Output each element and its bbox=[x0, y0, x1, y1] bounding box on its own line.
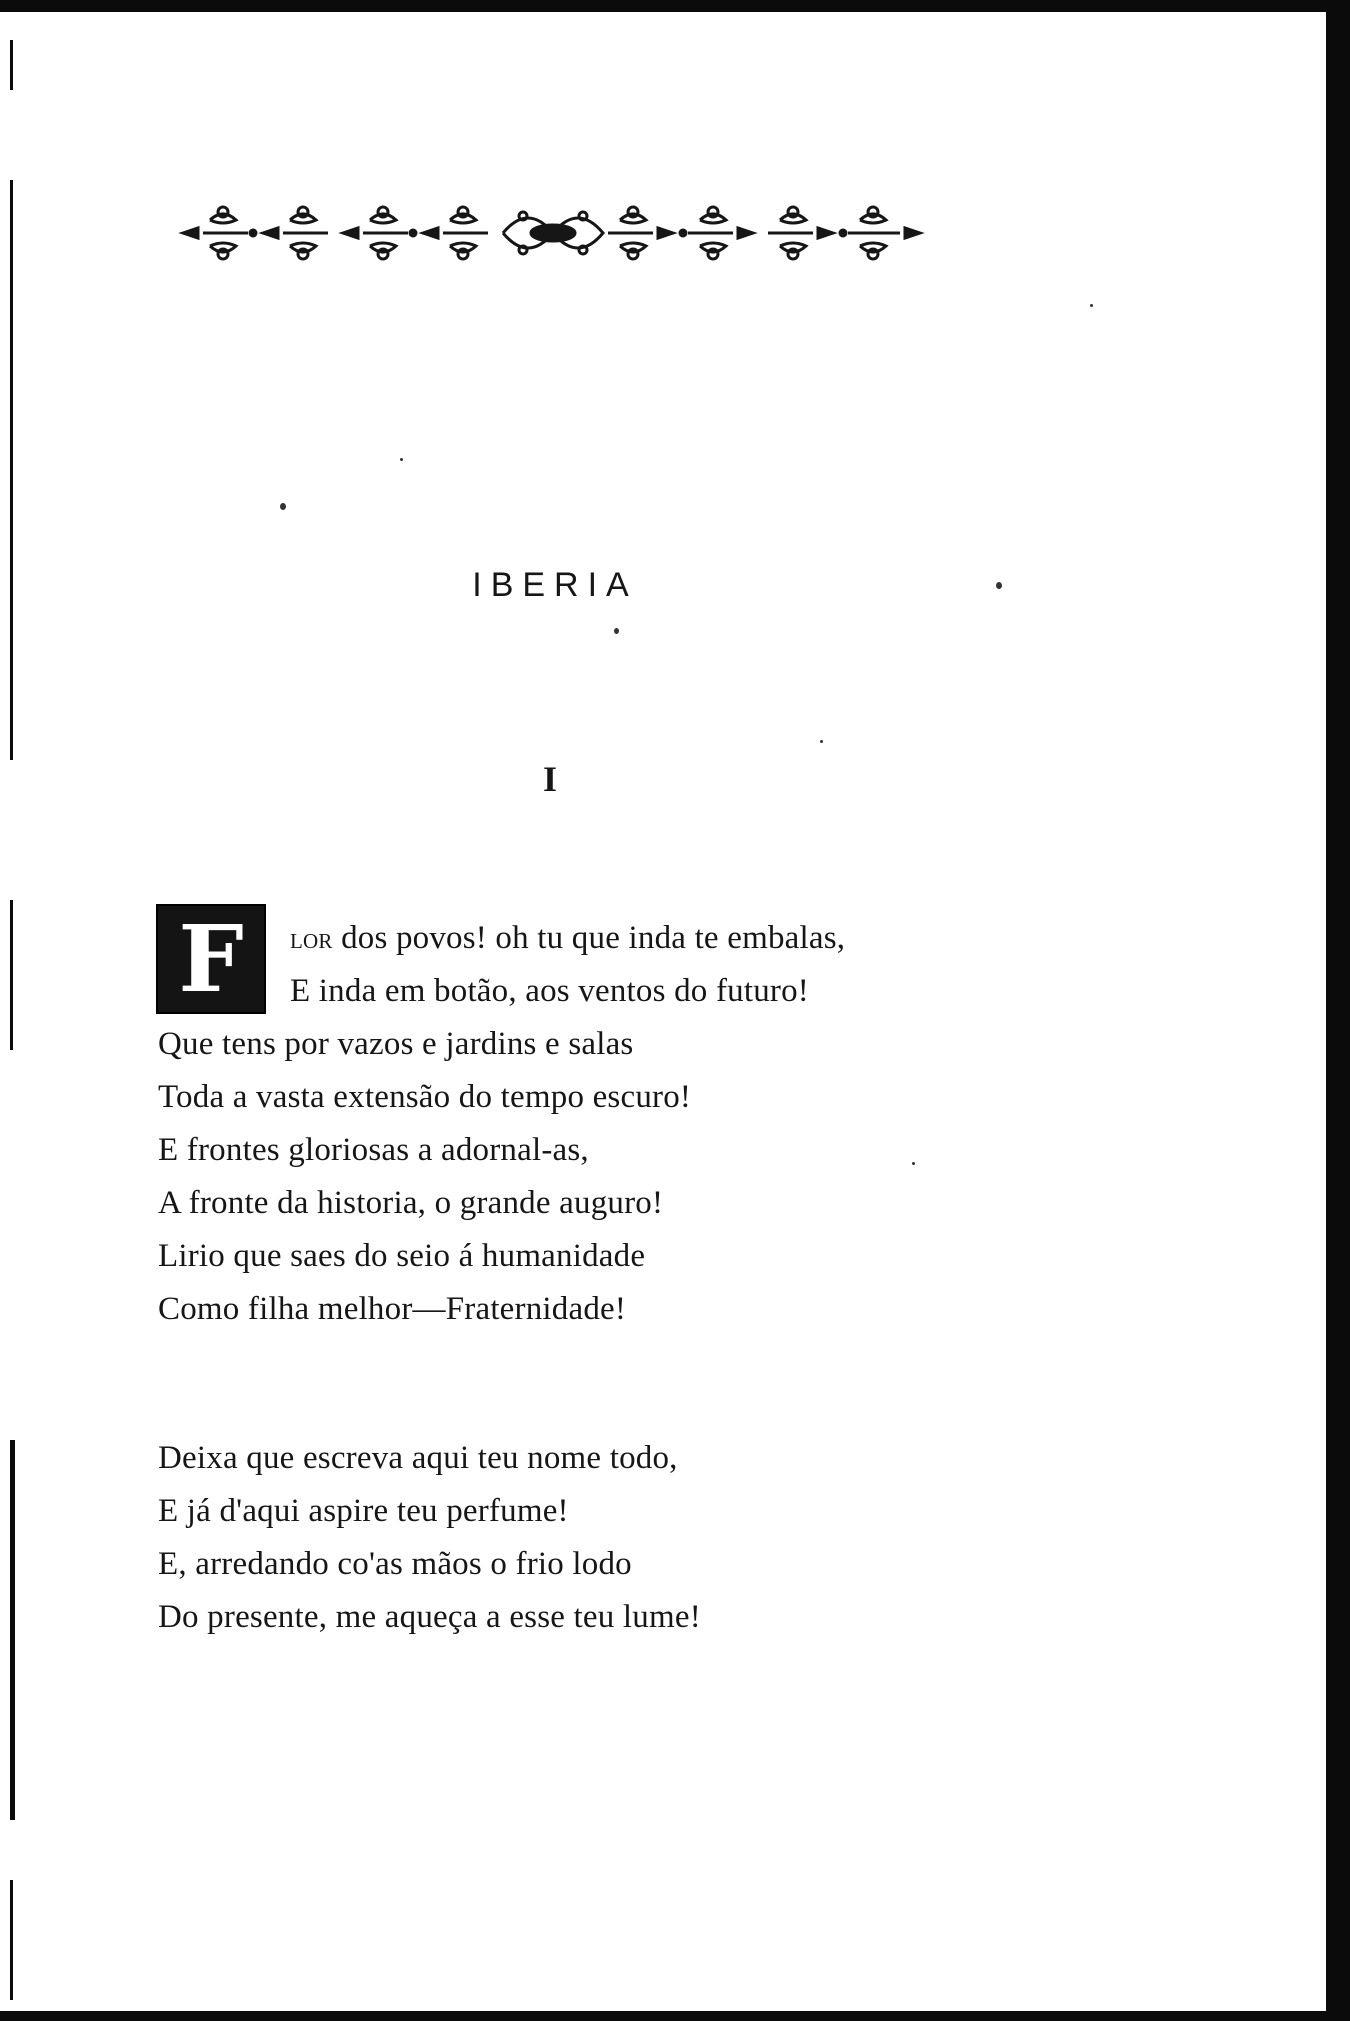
speck bbox=[614, 628, 619, 634]
margin-rule bbox=[10, 1440, 15, 1820]
scan-border-bottom bbox=[0, 2011, 1350, 2021]
stanza-1 bbox=[158, 912, 845, 1336]
margin-rule bbox=[10, 1880, 13, 2000]
scan-border-top bbox=[0, 0, 1350, 12]
verse-line: Que tens por vazos e jardins e salas bbox=[158, 1026, 634, 1062]
margin-rule bbox=[10, 40, 13, 90]
poem-title: IBERIA bbox=[472, 566, 638, 604]
margin-rule bbox=[10, 180, 13, 760]
section-number: I bbox=[542, 759, 557, 799]
verse-line: E, arredando co'as mãos o frio lodo bbox=[158, 1546, 632, 1582]
margin-rule bbox=[10, 900, 13, 1050]
verse-line: Toda a vasta extensão do tempo escuro! bbox=[158, 1079, 692, 1115]
verse-line: E frontes gloriosas a adornal-as, bbox=[158, 1132, 589, 1168]
verse-line: Deixa que escreva aqui teu nome todo, bbox=[158, 1440, 678, 1476]
verse-line bbox=[158, 912, 845, 965]
verse-line: Do presente, me aqueça a esse teu lume! bbox=[158, 1599, 701, 1635]
first-word-smallcaps: lor bbox=[290, 922, 333, 955]
scan-border-right bbox=[1326, 0, 1350, 2021]
scroll-ornament-icon bbox=[178, 198, 928, 268]
drop-cap-letter: F bbox=[178, 905, 244, 1013]
verse-line: E já d'aqui aspire teu perfume! bbox=[158, 1493, 569, 1529]
speck bbox=[912, 1162, 915, 1165]
stanza-2 bbox=[158, 1432, 701, 1644]
speck bbox=[1090, 304, 1093, 307]
speck bbox=[280, 503, 286, 510]
speck bbox=[820, 740, 823, 743]
first-line-text: dos povos! oh tu que inda te embalas, bbox=[341, 920, 846, 956]
verse-line: E inda em botão, aos ventos do futuro! bbox=[290, 973, 809, 1009]
verse-line: Lirio que saes do seio á humanidade bbox=[158, 1238, 646, 1274]
verse-line: A fronte da historia, o grande auguro! bbox=[158, 1185, 664, 1221]
speck bbox=[400, 458, 403, 461]
verse-line: Como filha melhor—Fraternidade! bbox=[158, 1291, 627, 1327]
